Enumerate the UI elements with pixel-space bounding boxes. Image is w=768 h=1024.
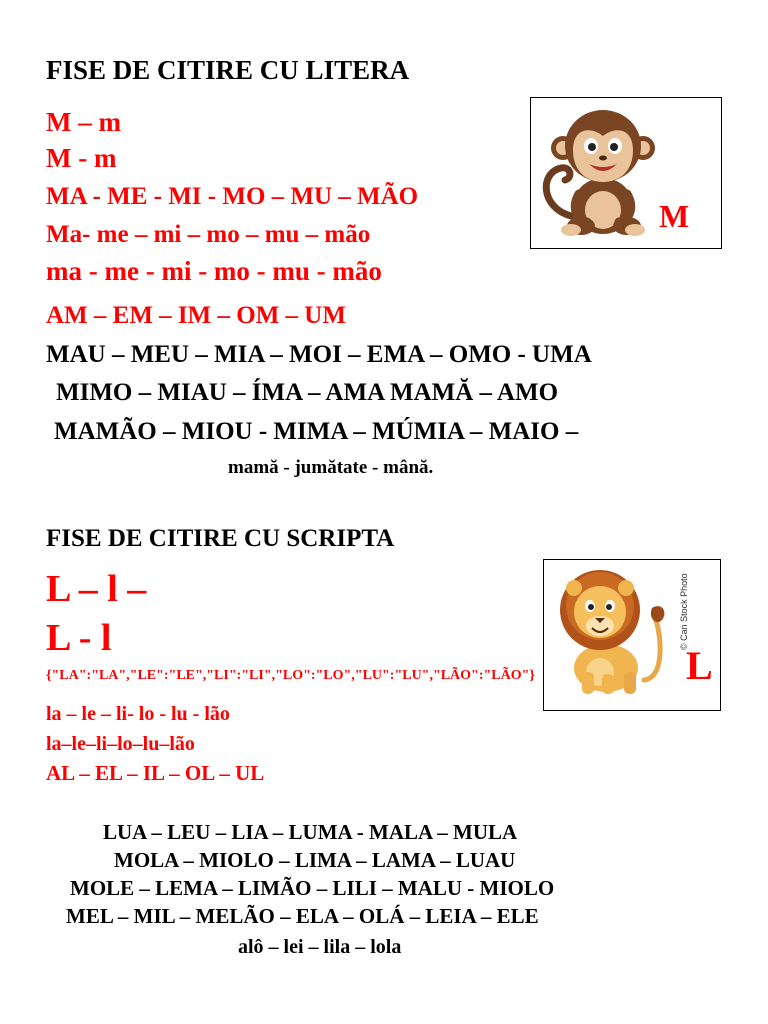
word-line-3: MAMÃO – MIOU - MIMA – MÚMIA – MAIO – [54, 418, 579, 445]
lion-image-box [543, 559, 721, 711]
script-syllable-line-1: la – le – li- lo - lu - lão [46, 703, 230, 725]
script-syllable-line-2: la–le–li–lo–lu–lão [46, 733, 195, 755]
letter-line-1: M – m [46, 107, 121, 137]
word-line-1: MAU – MEU – MIA – MOI – EMA – OMO - UMA [46, 341, 592, 368]
stock-watermark: © Can Stock Photo [679, 573, 689, 650]
lion-letter: L [686, 643, 713, 688]
script-word-line-2: MOLA – MIOLO – LIMA – LAMA – LUAU [114, 848, 516, 872]
syllable-line-lower: ma - me - mi - mo - mu - mão [46, 256, 382, 286]
monkey-icon [531, 98, 721, 248]
script-reverse-syllable-line: AL – EL – IL – OL – UL [46, 761, 265, 785]
script-word-line-4: MEL – MIL – MELÃO – ELA – OLÁ – LEIA – ELE [66, 904, 539, 928]
section2-title: FISE DE CITIRE CU SCRIPTA [46, 525, 395, 552]
syllable-line-mixed: Ma- me – mi – mo – mu – mão [46, 221, 371, 248]
word-line-4: mamă - jumătate - mână. [228, 457, 434, 478]
script-word-line-1: LUA – LEU – LIA – LUMA - MALA – MULA [103, 820, 518, 844]
letter-line-2: M - m [46, 143, 117, 173]
syllable-line-upper: MA - ME - MI - MO – MU – MÃO [46, 183, 419, 210]
monkey-image-box [530, 97, 722, 249]
script-word-line-3: MOLE – LEMA – LIMÃO – LILI – MALU - MIOLO [70, 876, 555, 900]
section1-title: FISE DE CITIRE CU LITERA [46, 55, 410, 85]
script-word-line-5: alô – lei – lila – lola [238, 936, 402, 958]
script-letter-line-1: L – l – [46, 568, 147, 610]
word-line-2: MIMO – MIAU – ÍMA – AMA MAMĂ – AMO [56, 379, 559, 406]
syllable-json-line: {"LA":"LA","LE":"LE","LI":"LI","LO":"LO","LU":"LU","LÃO":"LÃO"} [46, 668, 535, 683]
monkey-letter: M [659, 198, 690, 234]
reverse-syllable-line: AM – EM – IM – OM – UM [46, 302, 346, 329]
script-letter-line-2: L - l [46, 617, 112, 659]
